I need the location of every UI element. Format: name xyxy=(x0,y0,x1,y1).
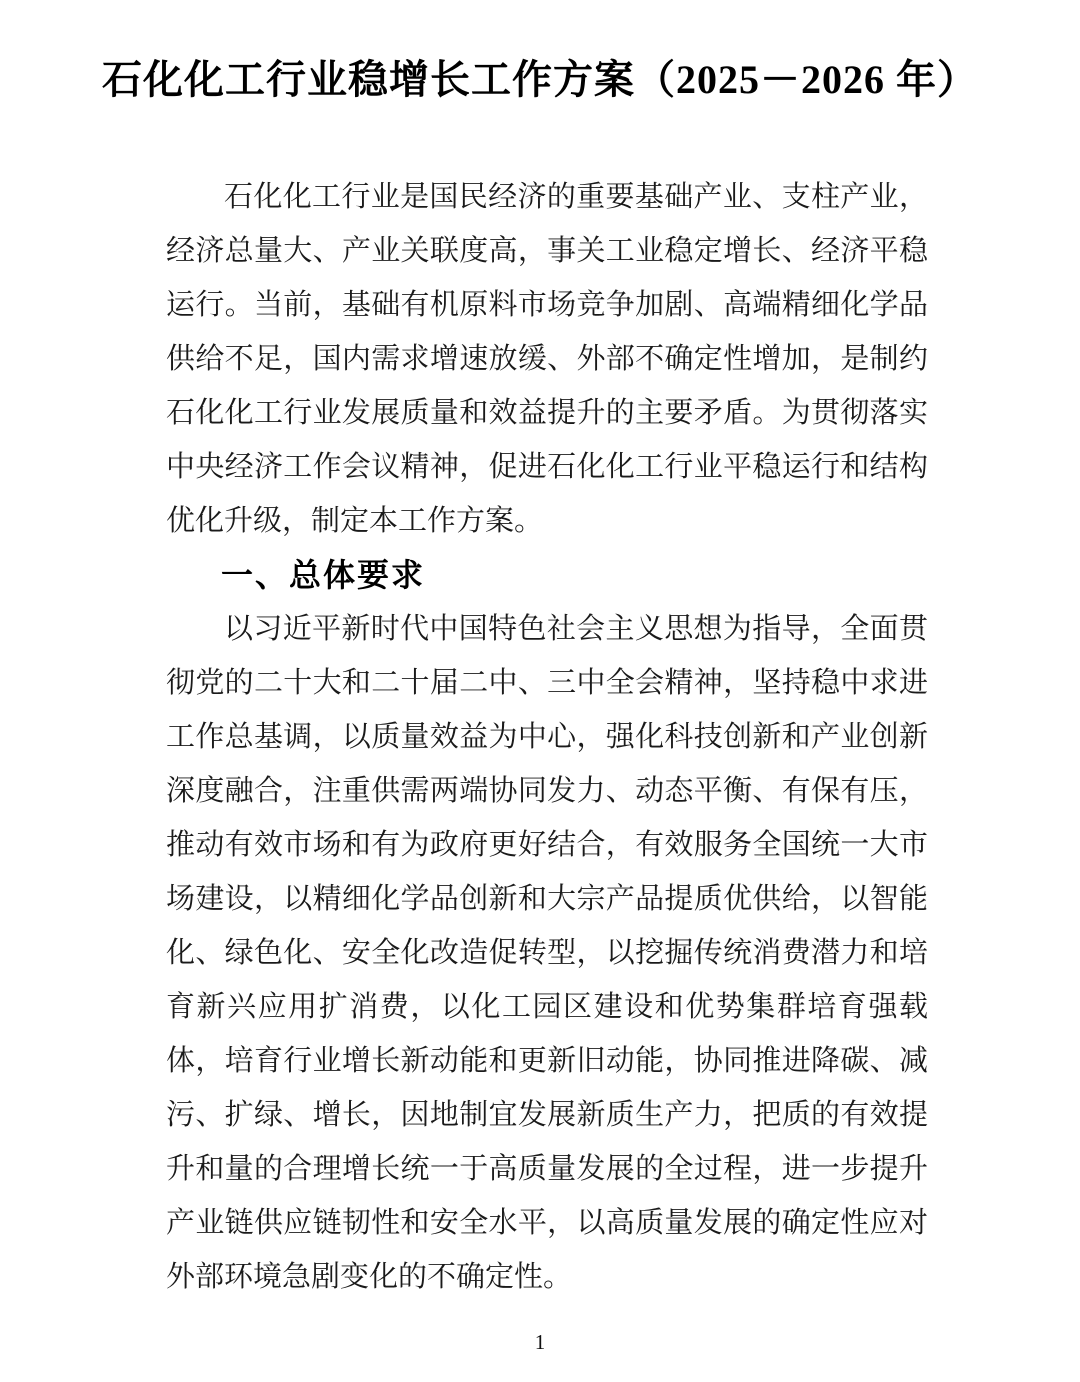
body-line: 外部环境急剧变化的不确定性。 xyxy=(166,1261,573,1293)
body-line: 以习近平新时代中国特色社会主义思想为指导，全面贯 xyxy=(224,613,928,645)
overall-requirements-paragraph xyxy=(166,602,928,1304)
body-line: 污、扩绿、增长，因地制宜发展新质生产力，把质的有效提 xyxy=(166,1099,928,1131)
document-title: 石化化工行业稳增长工作方案（2025－2026 年） xyxy=(102,57,978,102)
body-line: 中央经济工作会议精神，促进石化化工行业平稳运行和结构 xyxy=(166,451,928,483)
section-heading-overall-requirements: 一、总体要求 xyxy=(221,557,426,593)
body-line: 石化化工行业发展质量和效益提升的主要矛盾。为贯彻落实 xyxy=(166,397,928,429)
body-line: 优化升级，制定本工作方案。 xyxy=(166,505,544,537)
intro-paragraph xyxy=(166,170,928,548)
body-line: 供给不足，国内需求增速放缓、外部不确定性增加，是制约 xyxy=(166,343,928,375)
body-line: 升和量的合理增长统一于高质量发展的全过程，进一步提升 xyxy=(166,1153,928,1185)
body-line: 推动有效市场和有为政府更好结合，有效服务全国统一大市 xyxy=(166,829,928,861)
body-line: 育新兴应用扩消费，以化工园区建设和优势集群培育强载 xyxy=(166,991,928,1023)
body-line: 石化化工行业是国民经济的重要基础产业、支柱产业， xyxy=(224,181,928,213)
body-line: 彻党的二十大和二十届二中、三中全会精神，坚持稳中求进 xyxy=(166,667,928,699)
body-line: 工作总基调，以质量效益为中心，强化科技创新和产业创新 xyxy=(166,721,928,753)
body-line: 经济总量大、产业关联度高，事关工业稳定增长、经济平稳 xyxy=(166,235,928,267)
document-body xyxy=(166,170,928,1304)
page-number: 1 xyxy=(534,1330,546,1354)
body-line: 化、绿色化、安全化改造促转型，以挖掘传统消费潜力和培 xyxy=(166,937,928,969)
body-line: 运行。当前，基础有机原料市场竞争加剧、高端精细化学品 xyxy=(166,289,928,321)
body-line: 场建设，以精细化学品创新和大宗产品提质优供给，以智能 xyxy=(166,883,928,915)
body-line: 产业链供应链韧性和安全水平，以高质量发展的确定性应对 xyxy=(166,1207,928,1239)
body-line: 深度融合，注重供需两端协同发力、动态平衡、有保有压， xyxy=(166,775,928,807)
body-line: 体，培育行业增长新动能和更新旧动能，协同推进降碳、减 xyxy=(166,1045,928,1077)
